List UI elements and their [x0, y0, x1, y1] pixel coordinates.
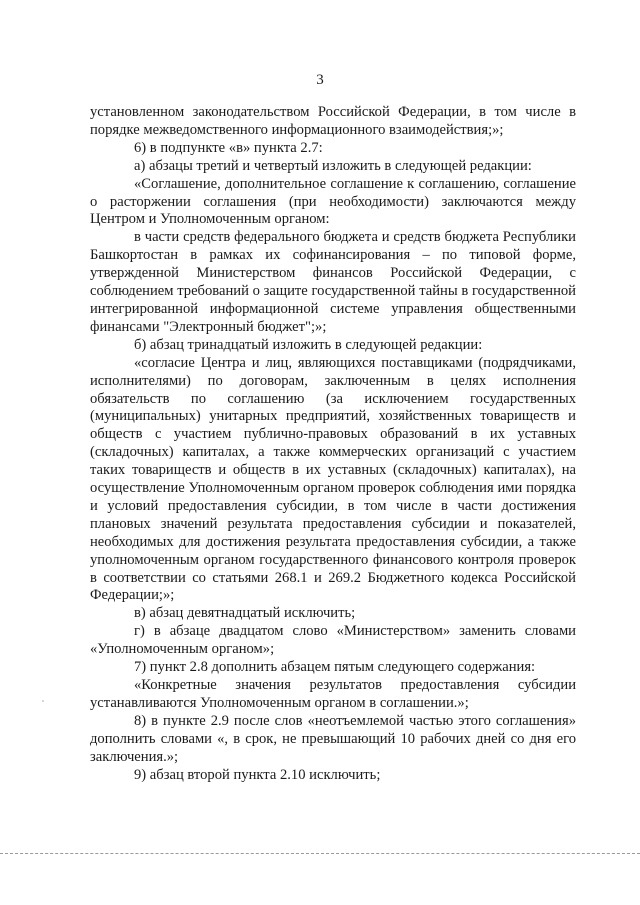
paragraph: 7) пункт 2.8 дополнить абзацем пятым следующего содержания: [134, 659, 536, 676]
paragraph: б) абзац тринадцатый изложить в следующей редакции: [134, 336, 483, 353]
paragraph: «Соглашение, дополнительное соглашение к соглашению, соглашение о расторжении соглашения (при необходимости) заключаются между Центром и Уполномоченным органом: [90, 175, 576, 228]
page-number: 3 [316, 72, 324, 88]
document-body [90, 104, 576, 784]
paragraph: г) в абзаце двадцатом слово «Министерством» заменить словами «Уполномоченным органом»; [90, 623, 576, 658]
scan-artifact [42, 700, 44, 702]
paragraph: в) абзац девятнадцатый исключить; [134, 605, 356, 622]
paragraph: 9) абзац второй пункта 2.10 исключить; [134, 766, 381, 783]
paragraph: «согласие Центра и лиц, являющихся поставщиками (подрядчиками, исполнителями) по договорам, заключенным в целях исполнения обязательств по соглашению (за исключением государственных (муниципальных) унитарных предприятий, хозяйственных товариществ и обществ с участием публично-правовых образований в их уставных (складочных) капиталах, а также коммерческих организаций с участием таких товариществ и обществ в их уставных (складочных) капиталах), на осуществление Уполномоченным органом проверок соблюдения ими порядка и условий предоставления субсидии, в том числе в части достижения плановых значений результата предоставления субсидии и показателей, необходимых для достижения результата предоставления субсидии, а также уполномоченным органом государственного финансового контроля проверок в соответствии со статьями 268.1 и 269.2 Бюджетного кодекса Российской Федерации;»; [90, 354, 576, 604]
paragraph: установленном законодательством Российской Федерации, в том числе в порядке межведомственного информационного взаимодействия;»; [90, 104, 576, 138]
paragraph: в части средств федерального бюджета и средств бюджета Республики Башкортостан в рамках их софинансирования – по типовой форме, утвержденной Министерством финансов Российской Федерации, с соблюдением требований о защите государственной тайны в государственной интегрированной информационной системе управления общественными финансами "Электронный бюджет";»; [90, 229, 576, 335]
paragraph: 6) в подпункте «в» пункта 2.7: [134, 139, 323, 156]
paragraph: а) абзацы третий и четвертый изложить в следующей редакции: [134, 157, 532, 174]
paragraph: «Конкретные значения результатов предоставления субсидии устанавливаются Уполномоченным органом в соглашении.»; [90, 677, 576, 711]
scan-edge-line [0, 853, 640, 854]
paragraph: 8) в пункте 2.9 после слов «неотъемлемой частью этого соглашения» дополнить словами «, в срок, не превышающий 10 рабочих дней со дня его заключения.»; [90, 712, 576, 765]
